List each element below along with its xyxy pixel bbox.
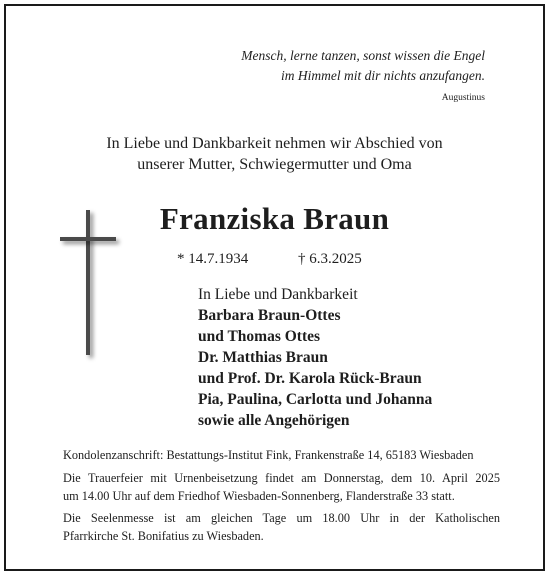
funeral-info-line-1: Die Trauerfeier mit Urnenbeisetzung findet am Donnerstag, dem 10. April 2025 (63, 471, 500, 485)
birth-date: * 14.7.1934 (177, 251, 249, 267)
quote-author: Augustinus (441, 93, 485, 103)
death-date: † 6.3.2025 (298, 251, 362, 267)
family-member: sowie alle Angehörigen (198, 412, 350, 429)
family-member: Dr. Matthias Braun (198, 349, 328, 366)
cross-horizontal-bar (60, 237, 116, 241)
family-member: Barbara Braun-Ottes (198, 307, 341, 324)
funeral-info-line-2: um 14.00 Uhr auf dem Friedhof Wiesbaden-Sonnenberg, Flanderstraße 33 statt. (63, 489, 455, 503)
family-member: und Thomas Ottes (198, 328, 321, 345)
mass-info-line-2: Pfarrkirche St. Bonifatius zu Wiesbaden. (63, 529, 264, 543)
family-intro: In Liebe und Dankbarkeit (198, 286, 358, 303)
deceased-name: Franziska Braun (159, 201, 390, 236)
intro-line-2: unserer Mutter, Schwiegermutter und Oma (137, 156, 412, 173)
intro-line-1: In Liebe und Dankbarkeit nehmen wir Abschied von (106, 135, 443, 152)
family-member: Pia, Paulina, Carlotta und Johanna (198, 391, 433, 408)
quote-line-2: im Himmel mit dir nichts anzufangen. (281, 68, 485, 83)
family-member: und Prof. Dr. Karola Rück-Braun (198, 370, 422, 387)
quote-line-1: Mensch, lerne tanzen, sonst wissen die Engel (241, 48, 485, 63)
mass-info-line-1: Die Seelenmesse ist am gleichen Tage um 18.00 Uhr in der Katholischen (63, 511, 500, 525)
condolence-address: Kondolenzanschrift: Bestattungs-Institut Fink, Frankenstraße 14, 65183 Wiesbaden (63, 448, 474, 462)
obituary-notice (4, 4, 545, 571)
